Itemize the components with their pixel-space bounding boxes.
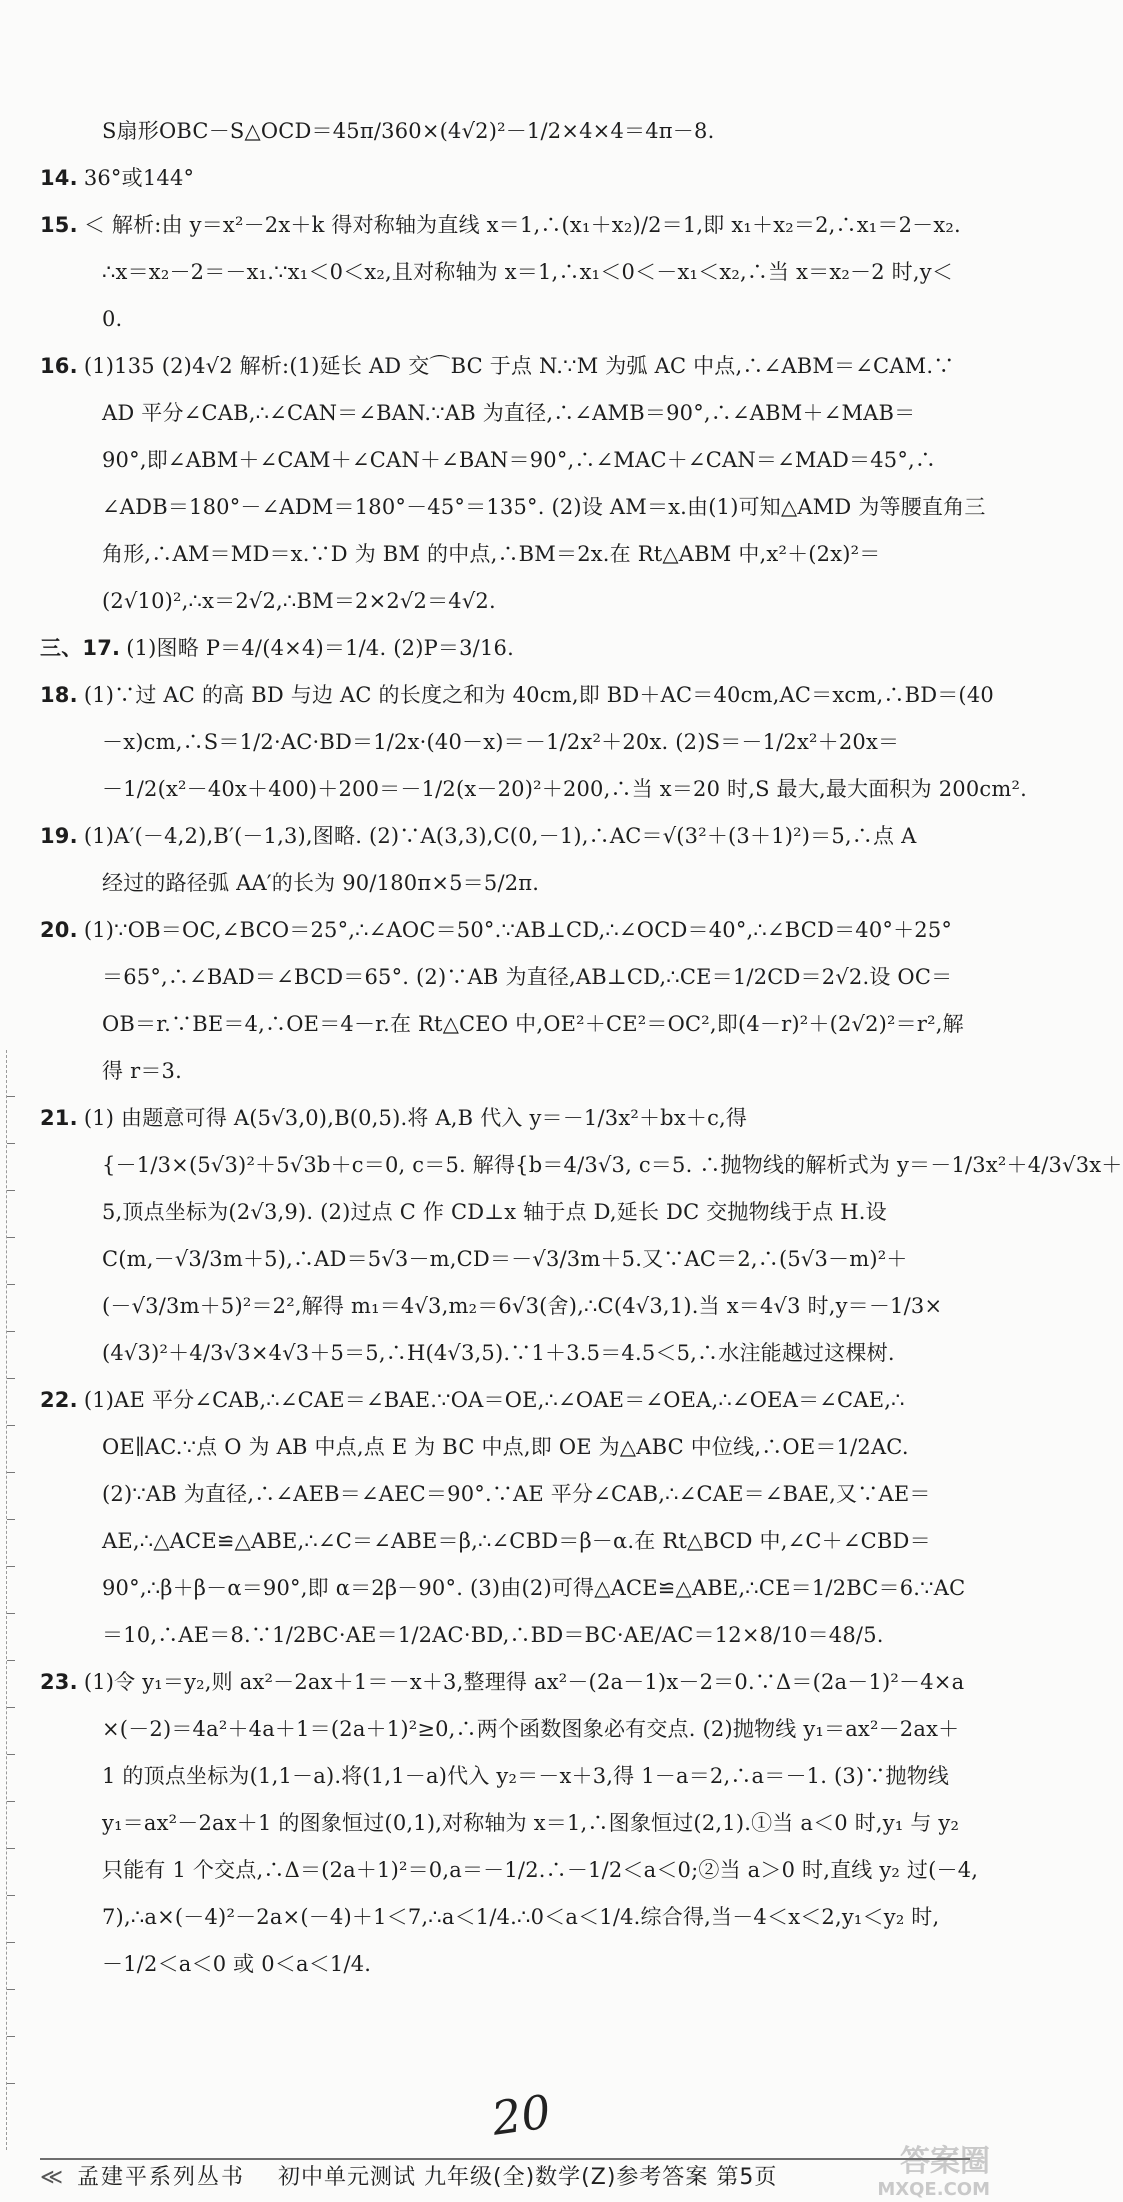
- answer-line: [40, 1941, 970, 1988]
- answer-text: (1)图略 P＝4/(4×4)＝1/4. (2)P＝3/16.: [126, 636, 514, 660]
- answer-text: 36°或144°: [83, 166, 195, 190]
- answer-text: 角形,∴AM＝MD＝x.∵D 为 BM 的中点,∴BM＝2x.在 Rt△ABM 中,x²＋(2x)²＝: [102, 542, 881, 566]
- answer-line: [40, 1142, 1123, 1189]
- footer-series-name: 孟建平系列丛书: [77, 2165, 246, 2190]
- answer-text: ＜ 解析:由 y＝x²－2x＋k 得对称轴为直线 x＝1,∴(x₁＋x₂)/2＝1,即 x₁＋x₂＝2,∴x₁＝2－x₂.: [83, 213, 961, 237]
- answer-text: (1) 由题意可得 A(5√3,0),B(0,5).将 A,B 代入 y＝－1/3x²＋bx＋c,得: [83, 1106, 748, 1130]
- page-footer: [40, 2158, 970, 2196]
- answer-text: －x)cm,∴S＝1/2·AC·BD＝1/2x·(40－x)＝－1/2x²＋20x. (2)S＝－1/2x²＋20x＝: [102, 730, 900, 754]
- answer-text: 得 r＝3.: [102, 1059, 182, 1083]
- answer-text: 90°,即∠ABM＋∠CAM＋∠CAN＋∠BAN＝90°,∴∠MAC＋∠CAN＝∠MAD＝45°,∴: [102, 448, 937, 472]
- answer-text: 经过的路径弧 AA′的长为 90/180π×5＝5/2π.: [102, 871, 540, 895]
- answer-text: ＝65°,∴∠BAD＝∠BCD＝65°. (2)∵AB 为直径,AB⊥CD,∴CE＝1/2CD＝2√2.设 OC＝: [102, 965, 953, 989]
- question-number: 23.: [40, 1670, 78, 1694]
- answer-text: (1)A′(－4,2),B′(－1,3),图略. (2)∵A(3,3),C(0,－1),∴AC＝√(3²＋(3＋1)²)＝5,∴点 A: [83, 824, 917, 848]
- answer-line: [40, 1612, 970, 1659]
- question-number: 19.: [40, 824, 78, 848]
- answer-text: (1)∵过 AC 的高 BD 与边 AC 的长度之和为 40cm,即 BD＋AC＝40cm,AC＝xcm,∴BD＝(40: [83, 683, 994, 707]
- answer-text: OE∥AC.∵点 O 为 AB 中点,点 E 为 BC 中点,即 OE 为△ABC 中位线,∴OE＝1/2AC.: [102, 1435, 909, 1459]
- answer-text: C(m,－√3/3m＋5),∴AD＝5√3－m,CD＝－√3/3m＋5.又∵AC＝2,∴(5√3－m)²＋: [102, 1247, 908, 1271]
- answer-line: [40, 1659, 970, 1706]
- answer-line: [40, 249, 970, 296]
- answer-line: [40, 766, 1027, 813]
- question-number: 18.: [40, 683, 78, 707]
- answer-text: (－√3/3m＋5)²＝2²,解得 m₁＝4√3,m₂＝6√3(舍),∴C(4√3,1).当 x＝4√3 时,y＝－1/3×: [102, 1294, 943, 1318]
- answer-line: [40, 1753, 970, 1800]
- answer-line: [40, 1565, 970, 1612]
- question-number: 16.: [40, 354, 78, 378]
- watermark-logo: 答案圈 MXQE.COM: [877, 2144, 990, 2200]
- answer-line: [40, 202, 970, 249]
- answer-line: [40, 1800, 970, 1847]
- answer-text: (2)∵AB 为直径,∴∠AEB＝∠AEC＝90°.∵AE 平分∠CAB,∴∠CAE＝∠BAE,又∵AE＝: [102, 1482, 931, 1506]
- answer-line: [40, 1424, 970, 1471]
- answer-text: 只能有 1 个交点,∴Δ＝(2a＋1)²＝0,a＝－1/2.∴－1/2＜a＜0;②当 a＞0 时,直线 y₂ 过(－4,: [102, 1858, 979, 1882]
- answer-line: [40, 484, 986, 531]
- answer-line: [40, 296, 970, 343]
- answer-text: ×(－2)＝4a²＋4a＋1＝(2a＋1)²≥0,∴两个函数图象必有交点. (2)抛物线 y₁＝ax²－2ax＋: [102, 1717, 960, 1741]
- answer-text: AE,∴△ACE≌△ABE,∴∠C＝∠ABE＝β,∴∠CBD＝β－α.在 Rt△BCD 中,∠C＋∠CBD＝: [102, 1529, 931, 1553]
- answer-line: [40, 531, 970, 578]
- answer-text: {－1/3×(5√3)²＋5√3b＋c＝0, c＝5. 解得{b＝4/3√3, c＝5. ∴抛物线的解析式为 y＝－1/3x²＋4/3√3x＋: [102, 1153, 1123, 1177]
- answer-text: (1)135 (2)4√2 解析:(1)延长 AD 交⌒BC 于点 N.∵M 为弧 AC 中点,∴∠ABM＝∠CAM.∵: [83, 354, 955, 378]
- answer-text: (1)∵OB＝OC,∠BCO＝25°,∴∠AOC＝50°.∵AB⊥CD,∴∠OCD＝40°,∴∠BCD＝40°＋25°: [83, 918, 953, 942]
- answer-text: ＝10,∴AE＝8.∵1/2BC·AE＝1/2AC·BD,∴BD＝BC·AE/AC＝12×8/10＝48/5.: [102, 1623, 884, 1647]
- handwritten-page-note: 20: [488, 2084, 555, 2146]
- answer-line: [40, 719, 970, 766]
- answer-line: [40, 437, 970, 484]
- answer-line: [40, 108, 970, 155]
- answer-text: －1/2(x²－40x＋400)＋200＝－1/2(x－20)²＋200,∴当 x＝20 时,S 最大,最大面积为 200cm².: [102, 777, 1027, 801]
- answer-text: (4√3)²＋4/3√3×4√3＋5＝5,∴H(4√3,5).∵1＋3.5＝4.5＜5,∴水注能越过这棵树.: [102, 1341, 895, 1365]
- answer-text: －1/2＜a＜0 或 0＜a＜1/4.: [102, 1952, 372, 1976]
- answer-line: [40, 1330, 970, 1377]
- answer-text: (1)令 y₁＝y₂,则 ax²－2ax＋1＝－x＋3,整理得 ax²－(2a－1)x－2＝0.∵Δ＝(2a－1)²－4×a: [83, 1670, 965, 1694]
- answer-line: [40, 390, 970, 437]
- answer-line: [40, 1471, 970, 1518]
- answer-line: [40, 813, 970, 860]
- answer-line: [40, 625, 970, 672]
- answer-line: [40, 672, 994, 719]
- answer-line: [40, 860, 970, 907]
- answer-text: ∠ADB＝180°－∠ADM＝180°－45°＝135°. (2)设 AM＝x.由(1)可知△AMD 为等腰直角三: [102, 495, 986, 519]
- question-number: 三、17.: [40, 636, 121, 660]
- binding-margin-dashes: [6, 1050, 21, 2150]
- question-number: 15.: [40, 213, 78, 237]
- footer-book-title: 初中单元测试 九年级(全)数学(Z)参考答案 第5页: [278, 2165, 778, 2190]
- answer-line: [40, 1894, 970, 1941]
- answer-text: (1)AE 平分∠CAB,∴∠CAE＝∠BAE.∵OA＝OE,∴∠OAE＝∠OEA,∴∠OEA＝∠CAE,∴: [83, 1388, 905, 1412]
- answer-line: [40, 1189, 970, 1236]
- answer-line: [40, 1847, 979, 1894]
- answer-text: 7),∴a×(－4)²－2a×(－4)＋1＜7,∴a＜1/4.∴0＜a＜1/4.综合得,当－4＜x＜2,y₁＜y₂ 时,: [102, 1905, 940, 1929]
- footer-arrow-icon: ≪: [40, 2165, 64, 2190]
- answer-line: [40, 954, 970, 1001]
- question-number: 20.: [40, 918, 78, 942]
- answer-text: y₁＝ax²－2ax＋1 的图象恒过(0,1),对称轴为 x＝1,∴图象恒过(2,1).①当 a＜0 时,y₁ 与 y₂: [102, 1811, 960, 1835]
- answer-line: [40, 578, 970, 625]
- answer-line: [40, 1095, 970, 1142]
- question-number: 21.: [40, 1106, 78, 1130]
- answer-text: 5,顶点坐标为(2√3,9). (2)过点 C 作 CD⊥x 轴于点 D,延长 DC 交抛物线于点 H.设: [102, 1200, 887, 1224]
- answer-line: [40, 907, 970, 954]
- answer-line: [40, 1377, 970, 1424]
- answer-line: [40, 1283, 970, 1330]
- answer-line: [40, 343, 970, 390]
- answer-text: (2√10)²,∴x＝2√2,∴BM＝2×2√2＝4√2.: [102, 589, 496, 613]
- answer-content: [40, 108, 1123, 1988]
- answer-text: AD 平分∠CAB,∴∠CAN＝∠BAN.∵AB 为直径,∴∠AMB＝90°,∴∠ABM＋∠MAB＝: [102, 401, 916, 425]
- answer-text: 1 的顶点坐标为(1,1－a).将(1,1－a)代入 y₂＝－x＋3,得 1－a＝2,∴a＝－1. (3)∵抛物线: [102, 1764, 950, 1788]
- answer-text: ∴x＝x₂－2＝－x₁.∵x₁＜0＜x₂,且对称轴为 x＝1,∴x₁＜0＜－x₁＜x₂,∴当 x＝x₂－2 时,y＜: [102, 260, 954, 284]
- answer-line: [40, 1518, 970, 1565]
- answer-text: OB＝r.∵BE＝4,∴OE＝4－r.在 Rt△CEO 中,OE²＋CE²＝OC²,即(4－r)²＋(2√2)²＝r²,解: [102, 1012, 964, 1036]
- answer-text: S扇形OBC－S△OCD＝45π/360×(4√2)²－1/2×4×4＝4π－8.: [102, 119, 715, 143]
- answer-line: [40, 155, 970, 202]
- answer-line: [40, 1236, 970, 1283]
- answer-line: [40, 1001, 970, 1048]
- question-number: 14.: [40, 166, 78, 190]
- question-number: 22.: [40, 1388, 78, 1412]
- answer-text: 90°,∴β＋β－α＝90°,即 α＝2β－90°. (3)由(2)可得△ACE≌△ABE,∴CE＝1/2BC＝6.∵AC: [102, 1576, 966, 1600]
- answer-text: 0.: [102, 307, 123, 331]
- answer-line: [40, 1048, 970, 1095]
- answer-line: [40, 1706, 970, 1753]
